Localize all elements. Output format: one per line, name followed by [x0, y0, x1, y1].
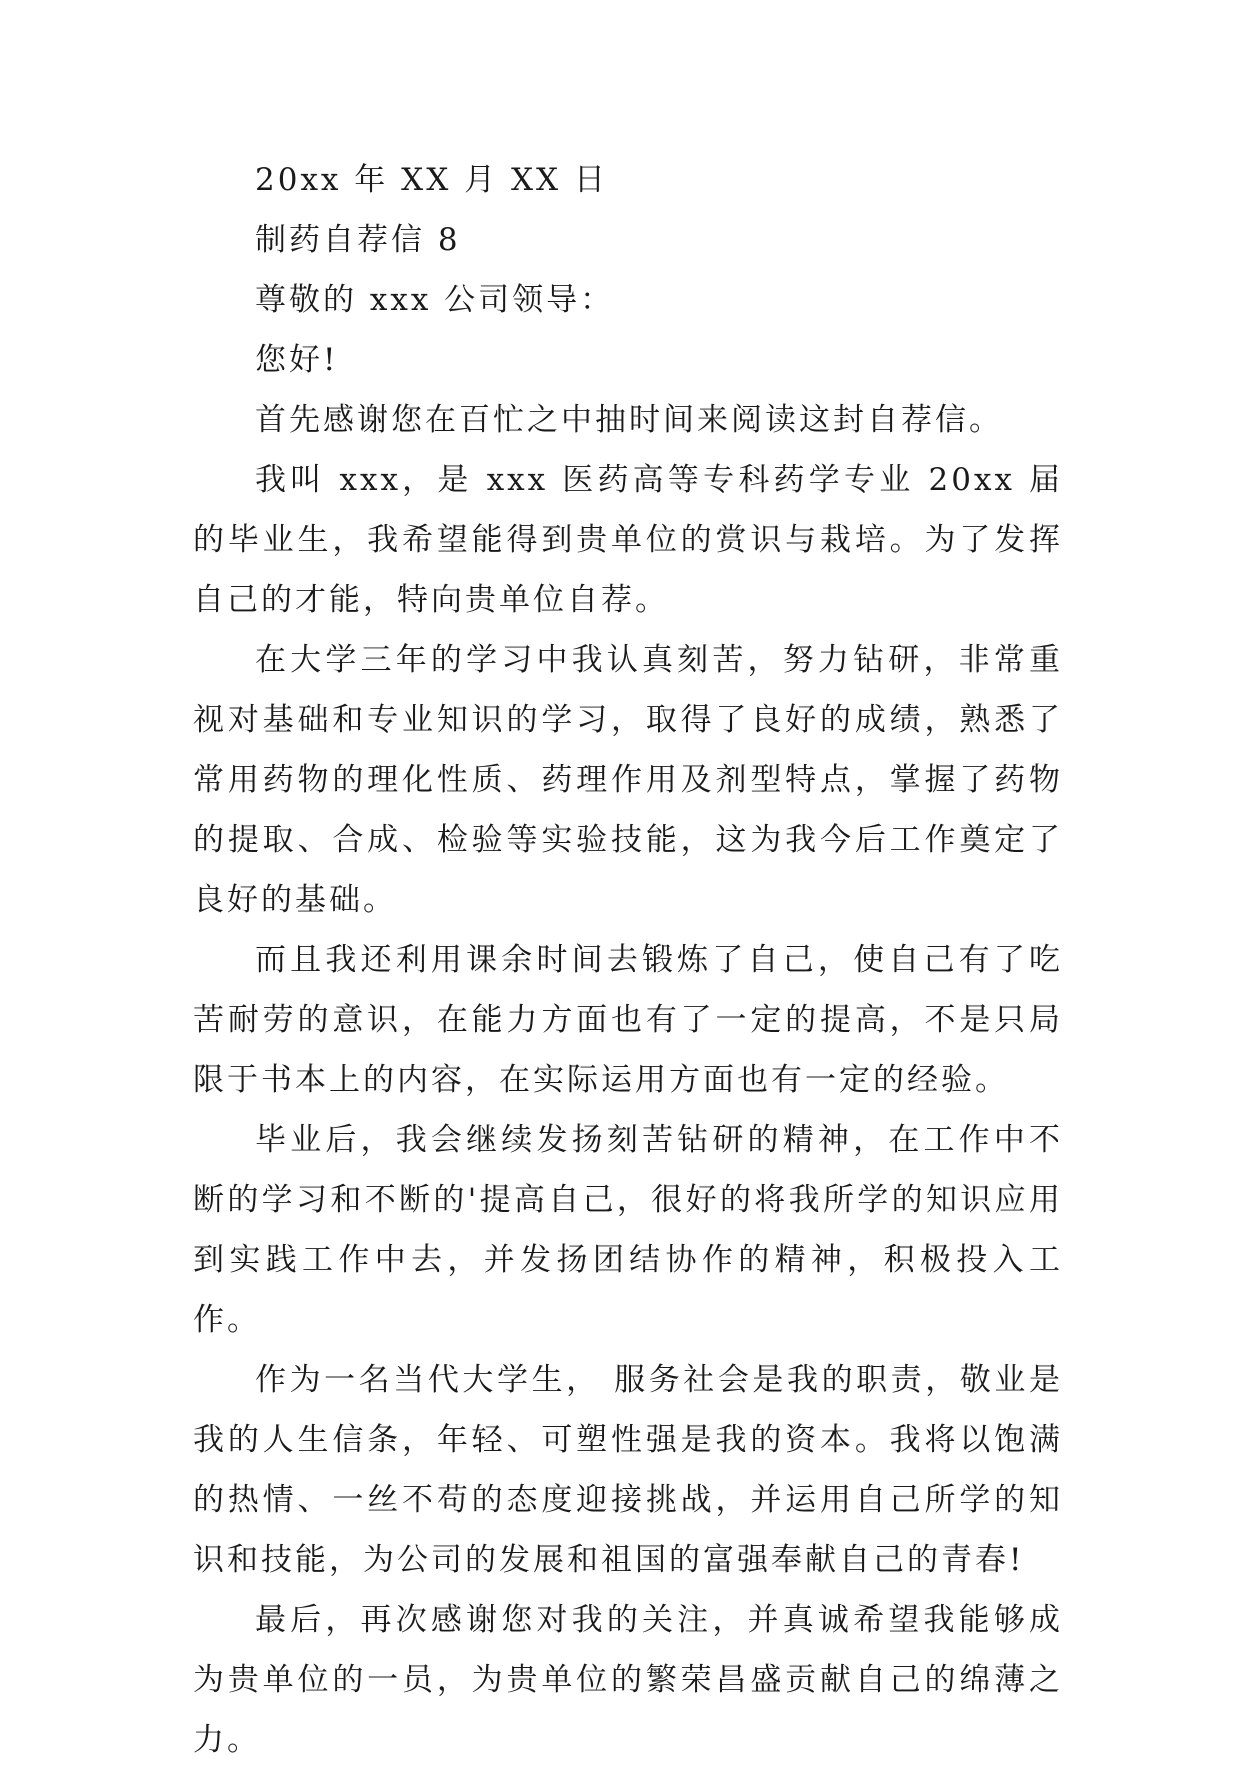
- paragraph-closing: 最后，再次感谢您对我的关注，并真诚希望我能够成为贵单位的一员，为贵单位的繁荣昌盛贡献自己的绵薄之力。: [193, 1602, 1063, 1758]
- letter-salutation: 尊敬的 xxx 公司领导：: [255, 282, 615, 318]
- paragraph-personal-values: 作为一名当代大学生， 服务社会是我的职责，敬业是我的人生信条，年轻、可塑性强是我的资本。我将以饱满的热情、一丝不苟的态度迎接挑战，并运用自己所学的知识和技能，为公司的发展和祖国的富强奉献自己的青春!: [193, 1362, 1063, 1578]
- paragraph-university-study: 在大学三年的学习中我认真刻苦，努力钻研，非常重视对基础和专业知识的学习，取得了良好的成绩，熟悉了常用药物的理化性质、药理作用及剂型特点，掌握了药物的提取、合成、检验等实验技能，这为我今后工作奠定了良好的基础。: [193, 642, 1063, 918]
- paragraph-after-graduation: 毕业后，我会继续发扬刻苦钻研的精神，在工作中不断的学习和不断的'提高自己，很好的将我所学的知识应用到实践工作中去，并发扬团结协作的精神，积极投入工作。: [193, 1122, 1063, 1338]
- paragraph-thanks-for-reading: 首先感谢您在百忙之中抽时间来阅读这封自荐信。: [255, 402, 1003, 438]
- letter-date: 20xx 年 XX 月 XX 日: [255, 162, 608, 198]
- letter-title: 制药自荐信 8: [255, 222, 461, 258]
- paragraph-self-introduction: 我叫 xxx，是 xxx 医药高等专科药学专业 20xx 届的毕业生，我希望能得到贵单位的赏识与栽培。为了发挥自己的才能，特向贵单位自荐。: [193, 462, 1063, 618]
- paragraph-extracurricular: 而且我还利用课余时间去锻炼了自己，使自己有了吃苦耐劳的意识，在能力方面也有了一定的提高，不是只局限于书本上的内容，在实际运用方面也有一定的经验。: [193, 942, 1063, 1098]
- letter-greeting: 您好!: [255, 342, 339, 378]
- letter-body: [193, 150, 1063, 1770]
